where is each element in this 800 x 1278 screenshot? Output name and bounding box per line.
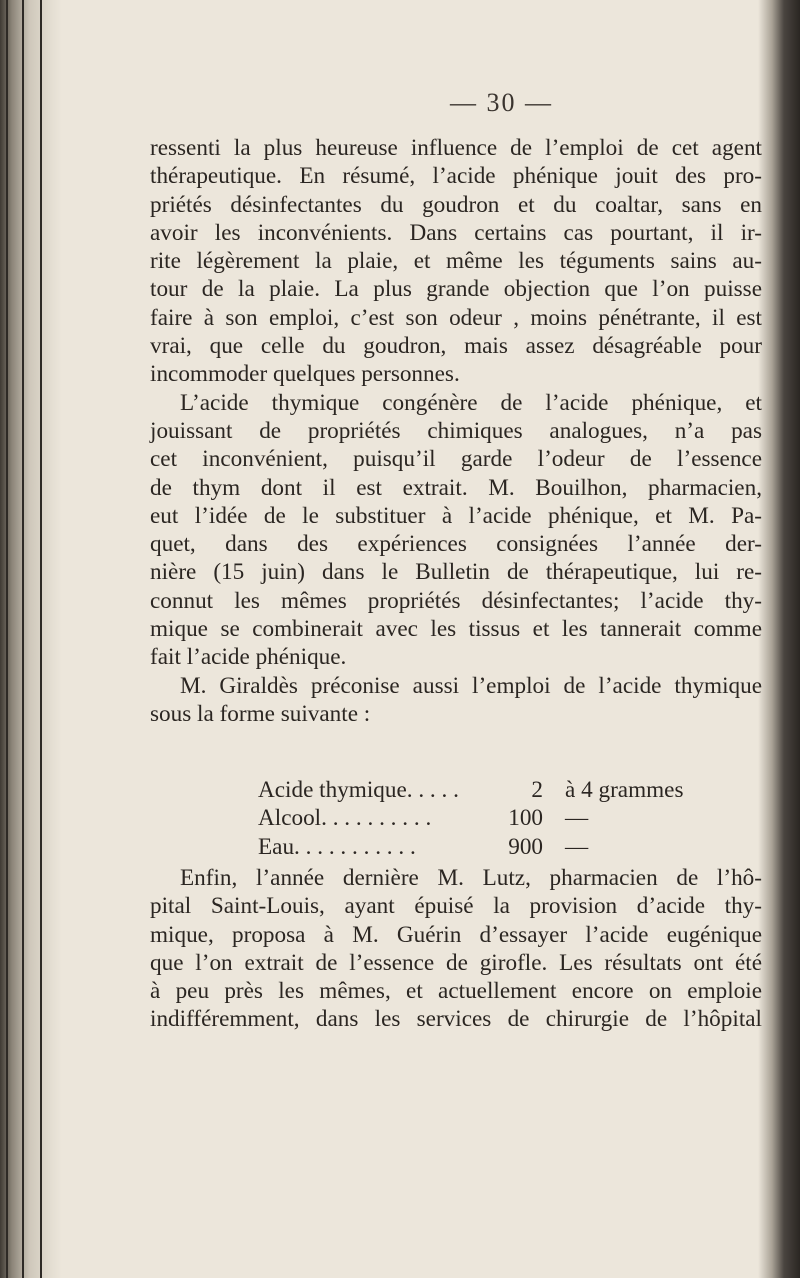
text-line: mique, proposa à M. Guérin d’essayer l’acide eugénique (150, 921, 762, 948)
binding-line (6, 0, 8, 1278)
text-line: eut l’idée de le substituer à l’acide phénique, et M. Pa- (150, 502, 762, 529)
text-line: M. Giraldès préconise aussi l’emploi de l’acide thymique (180, 672, 762, 699)
text-line: cet inconvénient, puisqu’il garde l’odeur de l’essence (150, 446, 762, 473)
formula-quantity: 100 (508, 805, 543, 832)
formula-table (258, 776, 718, 861)
text-line: Enfin, l’année dernière M. Lutz, pharmacien de l’hô- (180, 865, 762, 891)
page-number: — 30 — (450, 88, 553, 117)
formula-unit: à 4 grammes (565, 777, 684, 803)
text-line: sous la forme suivante : (150, 700, 371, 727)
page-edge-shadow-right (758, 0, 800, 1278)
formula-row (258, 776, 718, 804)
binding-line (40, 0, 42, 1278)
formula-unit: — (565, 833, 589, 860)
text-line: quet, dans des expériences consignées l’année der- (150, 531, 762, 558)
text-line: nière (15 juin) dans le Bulletin de thérapeutique, lui re- (150, 559, 762, 586)
text-line: L’acide thymique congénère de l’acide phénique, et (180, 389, 762, 416)
text-line: jouissant de propriétés chimiques analogues, n’a pas (150, 417, 762, 444)
text-block-bottom (150, 864, 762, 1034)
text-line: pital Saint-Louis, ayant épuisé la provision d’acide thy- (150, 893, 762, 920)
page-binding-shadow-left (0, 0, 62, 1278)
text-line: thérapeutique. En résumé, l’acide phénique jouit des pro- (150, 163, 762, 190)
formula-row (258, 804, 718, 832)
text-line: à peu près les mêmes, et actuellement encore on emploie (150, 978, 762, 1005)
text-line: vrai, que celle du goudron, mais assez désagréable pour (150, 333, 762, 360)
formula-ingredient: Acide thymique. . . . . (258, 777, 459, 803)
text-line: connut les mêmes propriétés désinfectantes; l’acide thy- (150, 587, 762, 614)
text-line: mique se combinerait avec les tissus et les tannerait comme (150, 616, 762, 643)
text-line: ressenti la plus heureuse influence de l’emploi de cet agent (150, 135, 762, 161)
text-line: que l’on extrait de l’essence de girofle. Les résultats ont été (150, 949, 762, 976)
text-block-top (150, 134, 762, 728)
formula-ingredient: Alcool. . . . . . . . . . (258, 805, 432, 832)
text-line: avoir les inconvénients. Dans certains cas pourtant, il ir- (150, 219, 762, 246)
formula-quantity: 900 (508, 833, 543, 860)
text-line: indifféremment, dans les services de chirurgie de l’hôpital (150, 1006, 762, 1033)
text-line: priétés désinfectantes du goudron et du coaltar, sans en (150, 191, 762, 218)
binding-line (22, 0, 24, 1278)
formula-quantity: 2 (531, 777, 543, 803)
text-line: incommoder quelques personnes. (150, 361, 460, 388)
text-line: tour de la plaie. La plus grande objection que l’on puisse (150, 276, 762, 303)
text-line: fait l’acide phénique. (150, 644, 347, 671)
formula-row (258, 833, 718, 861)
text-line: rite légèrement la plaie, et même les téguments sains au- (150, 248, 762, 275)
text-line: faire à son emploi, c’est son odeur , moins pénétrante, il est (150, 304, 762, 331)
text-line: de thym dont il est extrait. M. Bouilhon, pharmacien, (150, 474, 762, 501)
formula-ingredient: Eau. . . . . . . . . . . (258, 833, 416, 860)
formula-unit: — (565, 805, 589, 832)
